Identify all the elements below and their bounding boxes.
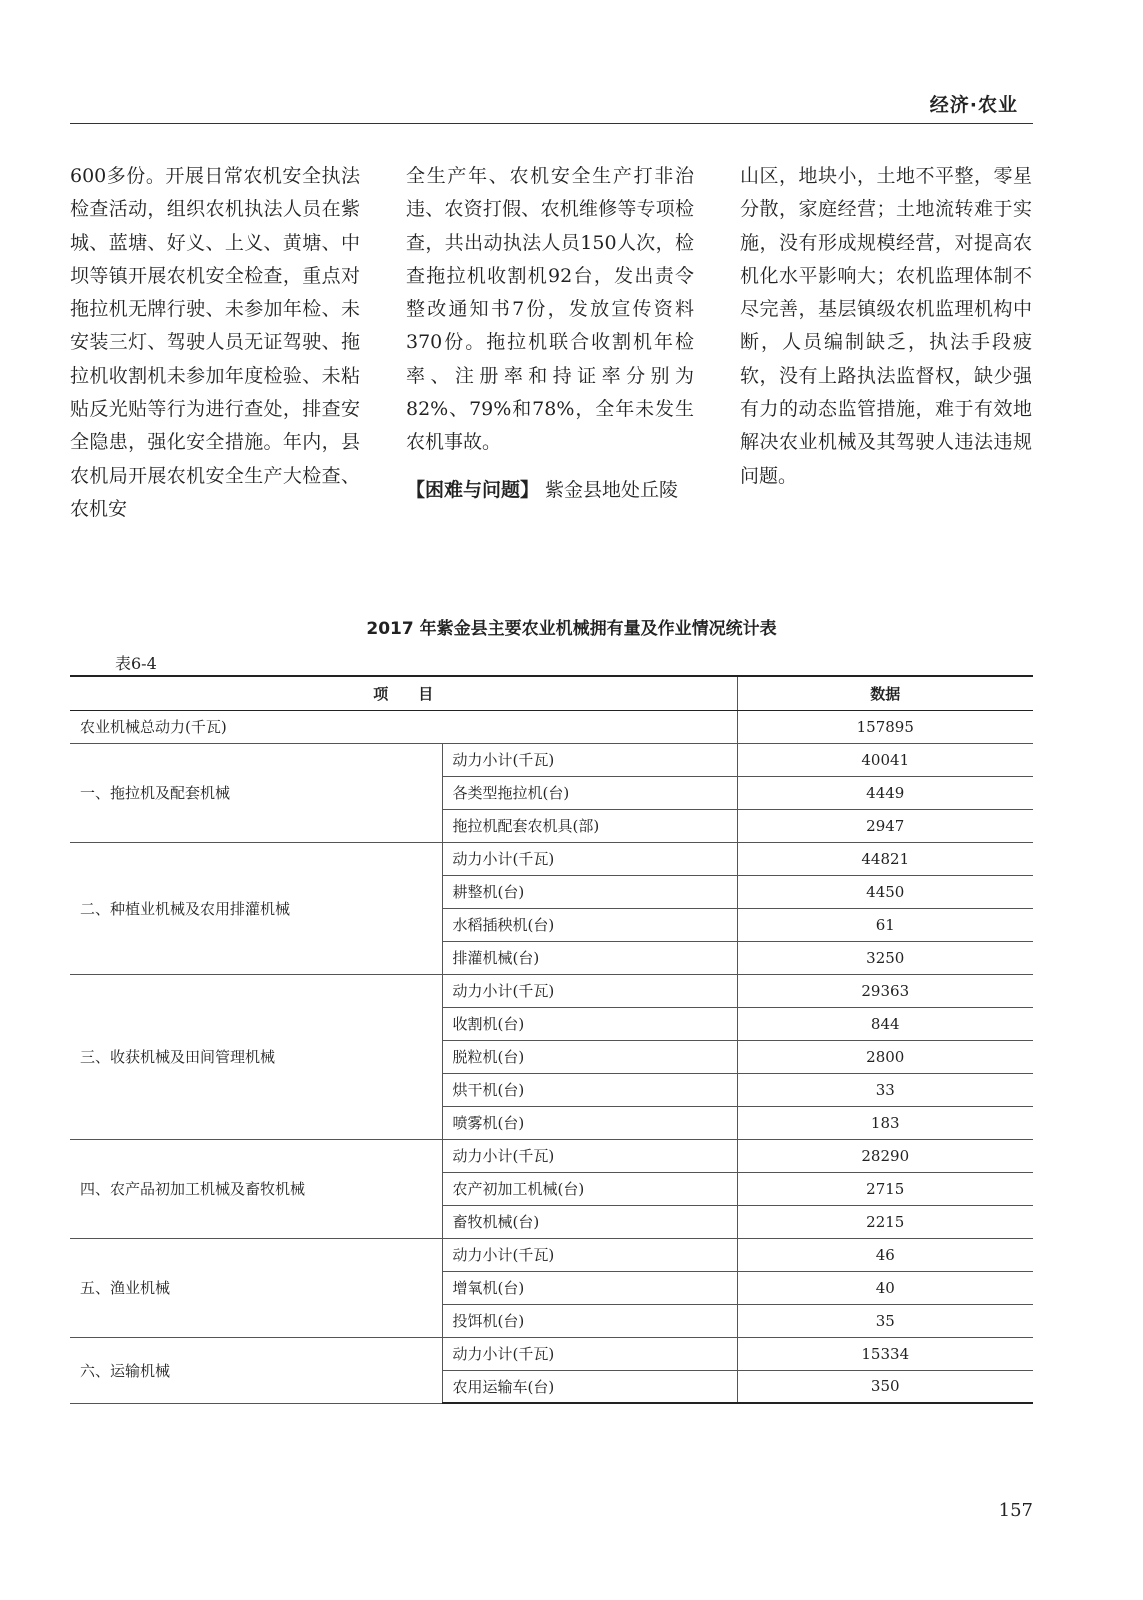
page-number: 157 bbox=[998, 1500, 1033, 1521]
paragraph: 全生产年、农机安全生产打非治违、农资打假、农机维修等专项检查，共出动执法人员150人次，检查拖拉机收割机92台，发出责令整改通知书7份，发放宣传资料370份。拖拉机联合收割机年检率、注册率和持证率分别为82%、79%和78%，全年未发生农机事故。 bbox=[406, 165, 694, 454]
item-label: 喷雾机(台) bbox=[442, 1106, 737, 1139]
table-label: 表6-4 bbox=[115, 654, 157, 673]
item-label: 畜牧机械(台) bbox=[442, 1205, 737, 1238]
item-value: 183 bbox=[737, 1106, 1033, 1139]
item-label: 脱粒机(台) bbox=[442, 1040, 737, 1073]
item-label: 动力小计(千瓦) bbox=[442, 743, 737, 776]
item-value: 3250 bbox=[737, 941, 1033, 974]
group-name: 四、农产品初加工机械及畜牧机械 bbox=[70, 1139, 442, 1238]
column-header-item: 项 目 bbox=[70, 676, 737, 710]
item-value: 46 bbox=[737, 1238, 1033, 1271]
paragraph: 600多份。开展日常农机安全执法检查活动，组织农机执法人员在紫城、蓝塘、好义、上义、黄塘、中坝等镇开展农机安全检查，重点对拖拉机无牌行驶、未参加年检、未安装三灯、驾驶人员无证驾驶、拖拉机收割机未参加年度检验、未粘贴反光贴等行为进行查处，排查安全隐患，强化安全措施。年内，县农机局开展农机安全生产大检查、农机安 bbox=[70, 165, 360, 520]
item-label: 动力小计(千瓦) bbox=[442, 842, 737, 875]
paragraph: 山区，地块小，土地不平整，零星分散，家庭经营；土地流转难于实施，没有形成规模经营，对提高农机化水平影响大；农机监理体制不尽完善，基层镇级农机监理机构中断，人员编制缺乏，执法手段疲软，没有上路执法监督权，缺少强有力的动态监管措施，难于有效地解决农业机械及其驾驶人违法违规问题。 bbox=[740, 165, 1032, 487]
item-value: 15334 bbox=[737, 1337, 1033, 1370]
group-name: 一、拖拉机及配套机械 bbox=[70, 743, 442, 842]
item-label: 增氧机(台) bbox=[442, 1271, 737, 1304]
paragraph-text: 紫金县地处丘陵 bbox=[539, 478, 679, 501]
group-name: 三、收获机械及田间管理机械 bbox=[70, 974, 442, 1139]
item-value: 40041 bbox=[737, 743, 1033, 776]
group-name: 六、运输机械 bbox=[70, 1337, 442, 1403]
statistics-table bbox=[70, 675, 1033, 1404]
item-label: 各类型拖拉机(台) bbox=[442, 776, 737, 809]
group-name: 二、种植业机械及农用排灌机械 bbox=[70, 842, 442, 974]
item-value: 29363 bbox=[737, 974, 1033, 1007]
item-label: 水稻插秧机(台) bbox=[442, 908, 737, 941]
total-value: 157895 bbox=[737, 710, 1033, 743]
item-value: 844 bbox=[737, 1007, 1033, 1040]
item-label: 收割机(台) bbox=[442, 1007, 737, 1040]
item-value: 35 bbox=[737, 1304, 1033, 1337]
section-title: 经济·农业 bbox=[929, 94, 1018, 116]
table-row bbox=[70, 842, 1033, 875]
table-title: 2017 年紫金县主要农业机械拥有量及作业情况统计表 bbox=[366, 619, 777, 639]
table-row bbox=[70, 1139, 1033, 1172]
item-value: 4450 bbox=[737, 875, 1033, 908]
item-label: 投饵机(台) bbox=[442, 1304, 737, 1337]
column-header-value: 数据 bbox=[737, 676, 1033, 710]
item-value: 2715 bbox=[737, 1172, 1033, 1205]
item-label: 动力小计(千瓦) bbox=[442, 974, 737, 1007]
group-name: 五、渔业机械 bbox=[70, 1238, 442, 1337]
table-row bbox=[70, 743, 1033, 776]
table-row bbox=[70, 1337, 1033, 1370]
text-column-1 bbox=[70, 160, 360, 526]
table-body bbox=[70, 710, 1033, 1403]
table-row bbox=[70, 1238, 1033, 1271]
table-row bbox=[70, 974, 1033, 1007]
table-row-total bbox=[70, 710, 1033, 743]
item-value: 2800 bbox=[737, 1040, 1033, 1073]
item-value: 33 bbox=[737, 1073, 1033, 1106]
item-label: 农用运输车(台) bbox=[442, 1370, 737, 1403]
section-heading: 【困难与问题】 bbox=[406, 478, 540, 501]
item-value: 44821 bbox=[737, 842, 1033, 875]
item-label: 烘干机(台) bbox=[442, 1073, 737, 1106]
text-column-2 bbox=[406, 160, 694, 507]
item-value: 4449 bbox=[737, 776, 1033, 809]
item-value: 61 bbox=[737, 908, 1033, 941]
paragraph-problems bbox=[406, 474, 694, 507]
item-label: 农产初加工机械(台) bbox=[442, 1172, 737, 1205]
item-value: 28290 bbox=[737, 1139, 1033, 1172]
item-value: 40 bbox=[737, 1271, 1033, 1304]
item-value: 2947 bbox=[737, 809, 1033, 842]
item-label: 耕整机(台) bbox=[442, 875, 737, 908]
table-header-row bbox=[70, 676, 1033, 710]
header-rule bbox=[70, 123, 1033, 124]
item-label: 动力小计(千瓦) bbox=[442, 1139, 737, 1172]
item-label: 排灌机械(台) bbox=[442, 941, 737, 974]
total-label: 农业机械总动力(千瓦) bbox=[70, 710, 737, 743]
item-label: 动力小计(千瓦) bbox=[442, 1238, 737, 1271]
item-value: 2215 bbox=[737, 1205, 1033, 1238]
item-label: 拖拉机配套农机具(部) bbox=[442, 809, 737, 842]
text-column-3 bbox=[740, 160, 1032, 493]
item-label: 动力小计(千瓦) bbox=[442, 1337, 737, 1370]
item-value: 350 bbox=[737, 1370, 1033, 1403]
